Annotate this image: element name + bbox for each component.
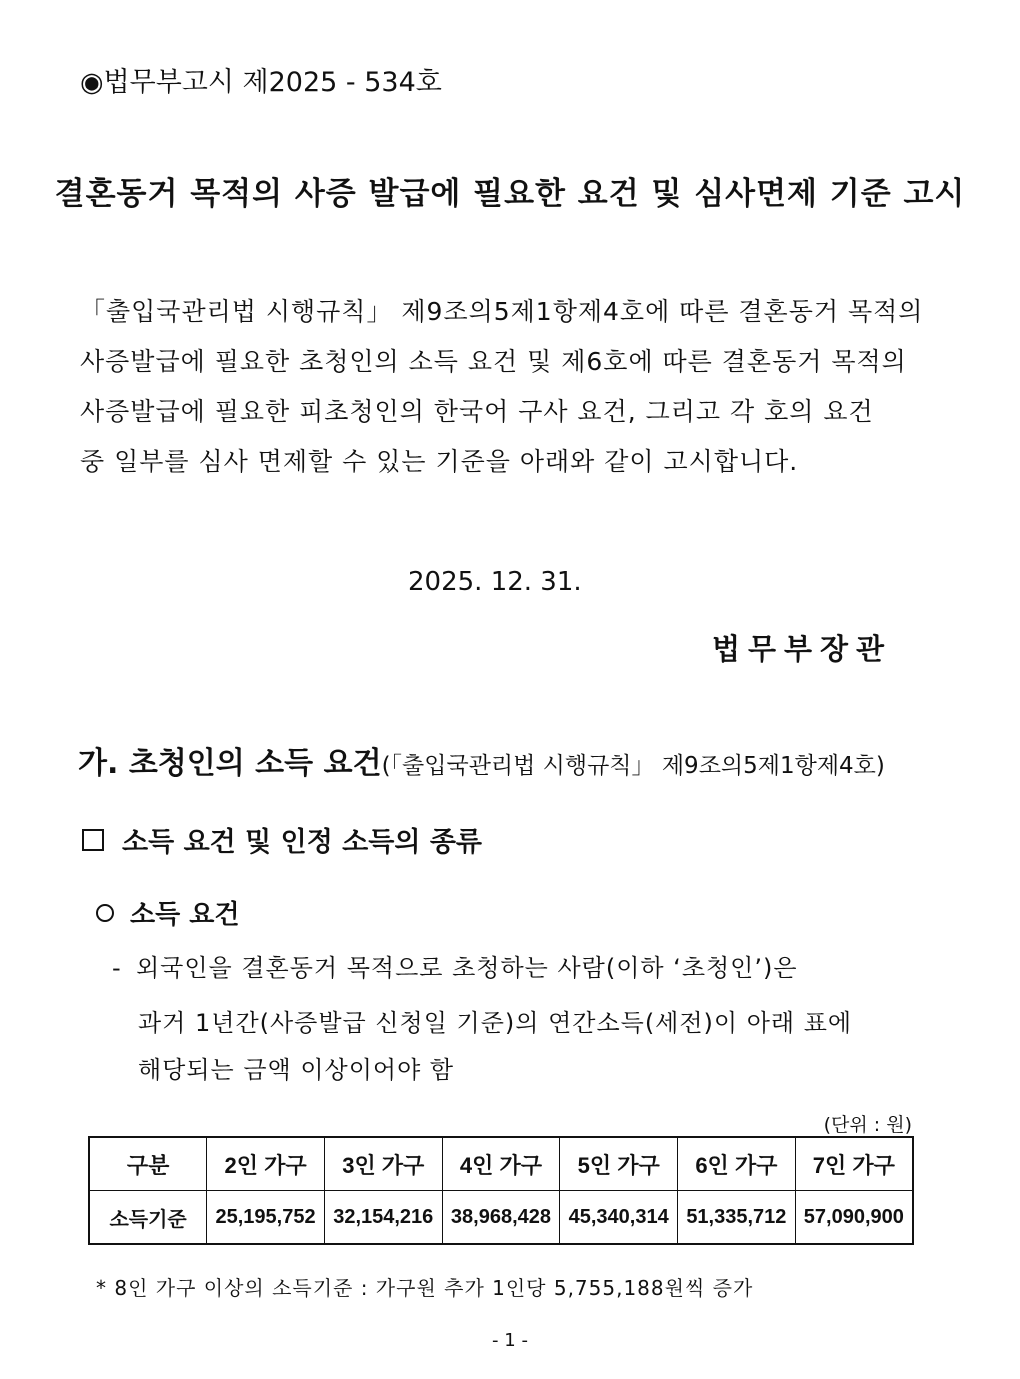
table-header-cell: 5인 가구 bbox=[560, 1137, 678, 1191]
dash-bullet-icon: - bbox=[112, 954, 122, 982]
signatory: 법무부장관 bbox=[712, 632, 893, 666]
bullet-line-2: 과거 1년간(사증발급 신청일 기준)의 연간소득(세전)이 아래 표에 bbox=[138, 1009, 853, 1037]
checkbox-square-icon bbox=[82, 829, 104, 851]
table-cell: 25,195,752 bbox=[207, 1191, 325, 1245]
section-heading-reference: (「출입국관리법 시행규칙」 제9조의5제1항제4호) bbox=[381, 753, 885, 779]
bullet-line-3: 해당되는 금액 이상이어야 함 bbox=[138, 1056, 455, 1084]
subsection-heading bbox=[82, 820, 482, 859]
subsection-title: 소득 요건 및 인정 소득의 종류 bbox=[122, 827, 482, 858]
table-cell: 38,968,428 bbox=[442, 1191, 560, 1245]
page-title: 결혼동거 목적의 사증 발급에 필요한 요건 및 심사면제 기준 고시 bbox=[54, 176, 966, 212]
notice-date: 2025. 12. 31. bbox=[408, 567, 582, 597]
table-cell: 51,335,712 bbox=[678, 1191, 796, 1245]
table-header-cell: 2인 가구 bbox=[207, 1137, 325, 1191]
income-table bbox=[88, 1136, 914, 1245]
table-unit: (단위 : 원) bbox=[823, 1114, 912, 1136]
table-header-cell: 3인 가구 bbox=[324, 1137, 442, 1191]
intro-line-1: 「출입국관리법 시행규칙」 제9조의5제1항제4호에 따른 결혼동거 목적의 bbox=[80, 297, 924, 326]
table-header-cell: 6인 가구 bbox=[678, 1137, 796, 1191]
intro-line-4: 중 일부를 심사 면제할 수 있는 기준을 아래와 같이 고시합니다. bbox=[80, 447, 799, 476]
notice-number: ◉법무부고시 제2025 - 534호 bbox=[80, 67, 442, 98]
circle-bullet-icon bbox=[96, 904, 114, 922]
page-number: - 1 - bbox=[492, 1330, 528, 1351]
bullet-line-1 bbox=[112, 942, 917, 994]
section-heading-title: 가. 초청인의 소득 요건 bbox=[78, 746, 382, 781]
table-row-label: 소득기준 bbox=[89, 1191, 207, 1245]
intro-line-3: 사증발급에 필요한 피초청인의 한국어 구사 요건, 그리고 각 호의 요건 bbox=[80, 397, 874, 426]
table-row bbox=[89, 1191, 913, 1245]
table-cell: 32,154,216 bbox=[324, 1191, 442, 1245]
bullet-text-1: 외국인을 결혼동거 목적으로 초청하는 사람(이하 ‘초청인’)은 bbox=[136, 954, 798, 982]
table-header-cell: 7인 가구 bbox=[795, 1137, 913, 1191]
table-header-cell: 4인 가구 bbox=[442, 1137, 560, 1191]
section-heading bbox=[78, 738, 885, 782]
intro-line-2: 사증발급에 필요한 초청인의 소득 요건 및 제6호에 따른 결혼동거 목적의 bbox=[80, 347, 907, 376]
table-cell: 57,090,900 bbox=[795, 1191, 913, 1245]
table-header-row bbox=[89, 1137, 913, 1191]
footnote: * 8인 가구 이상의 소득기준 : 가구원 추가 1인당 5,755,188원씩 증가 bbox=[96, 1276, 754, 1300]
item-heading bbox=[96, 894, 240, 931]
item-title: 소득 요건 bbox=[130, 900, 240, 930]
table-header-cell: 구분 bbox=[89, 1137, 207, 1191]
table-cell: 45,340,314 bbox=[560, 1191, 678, 1245]
